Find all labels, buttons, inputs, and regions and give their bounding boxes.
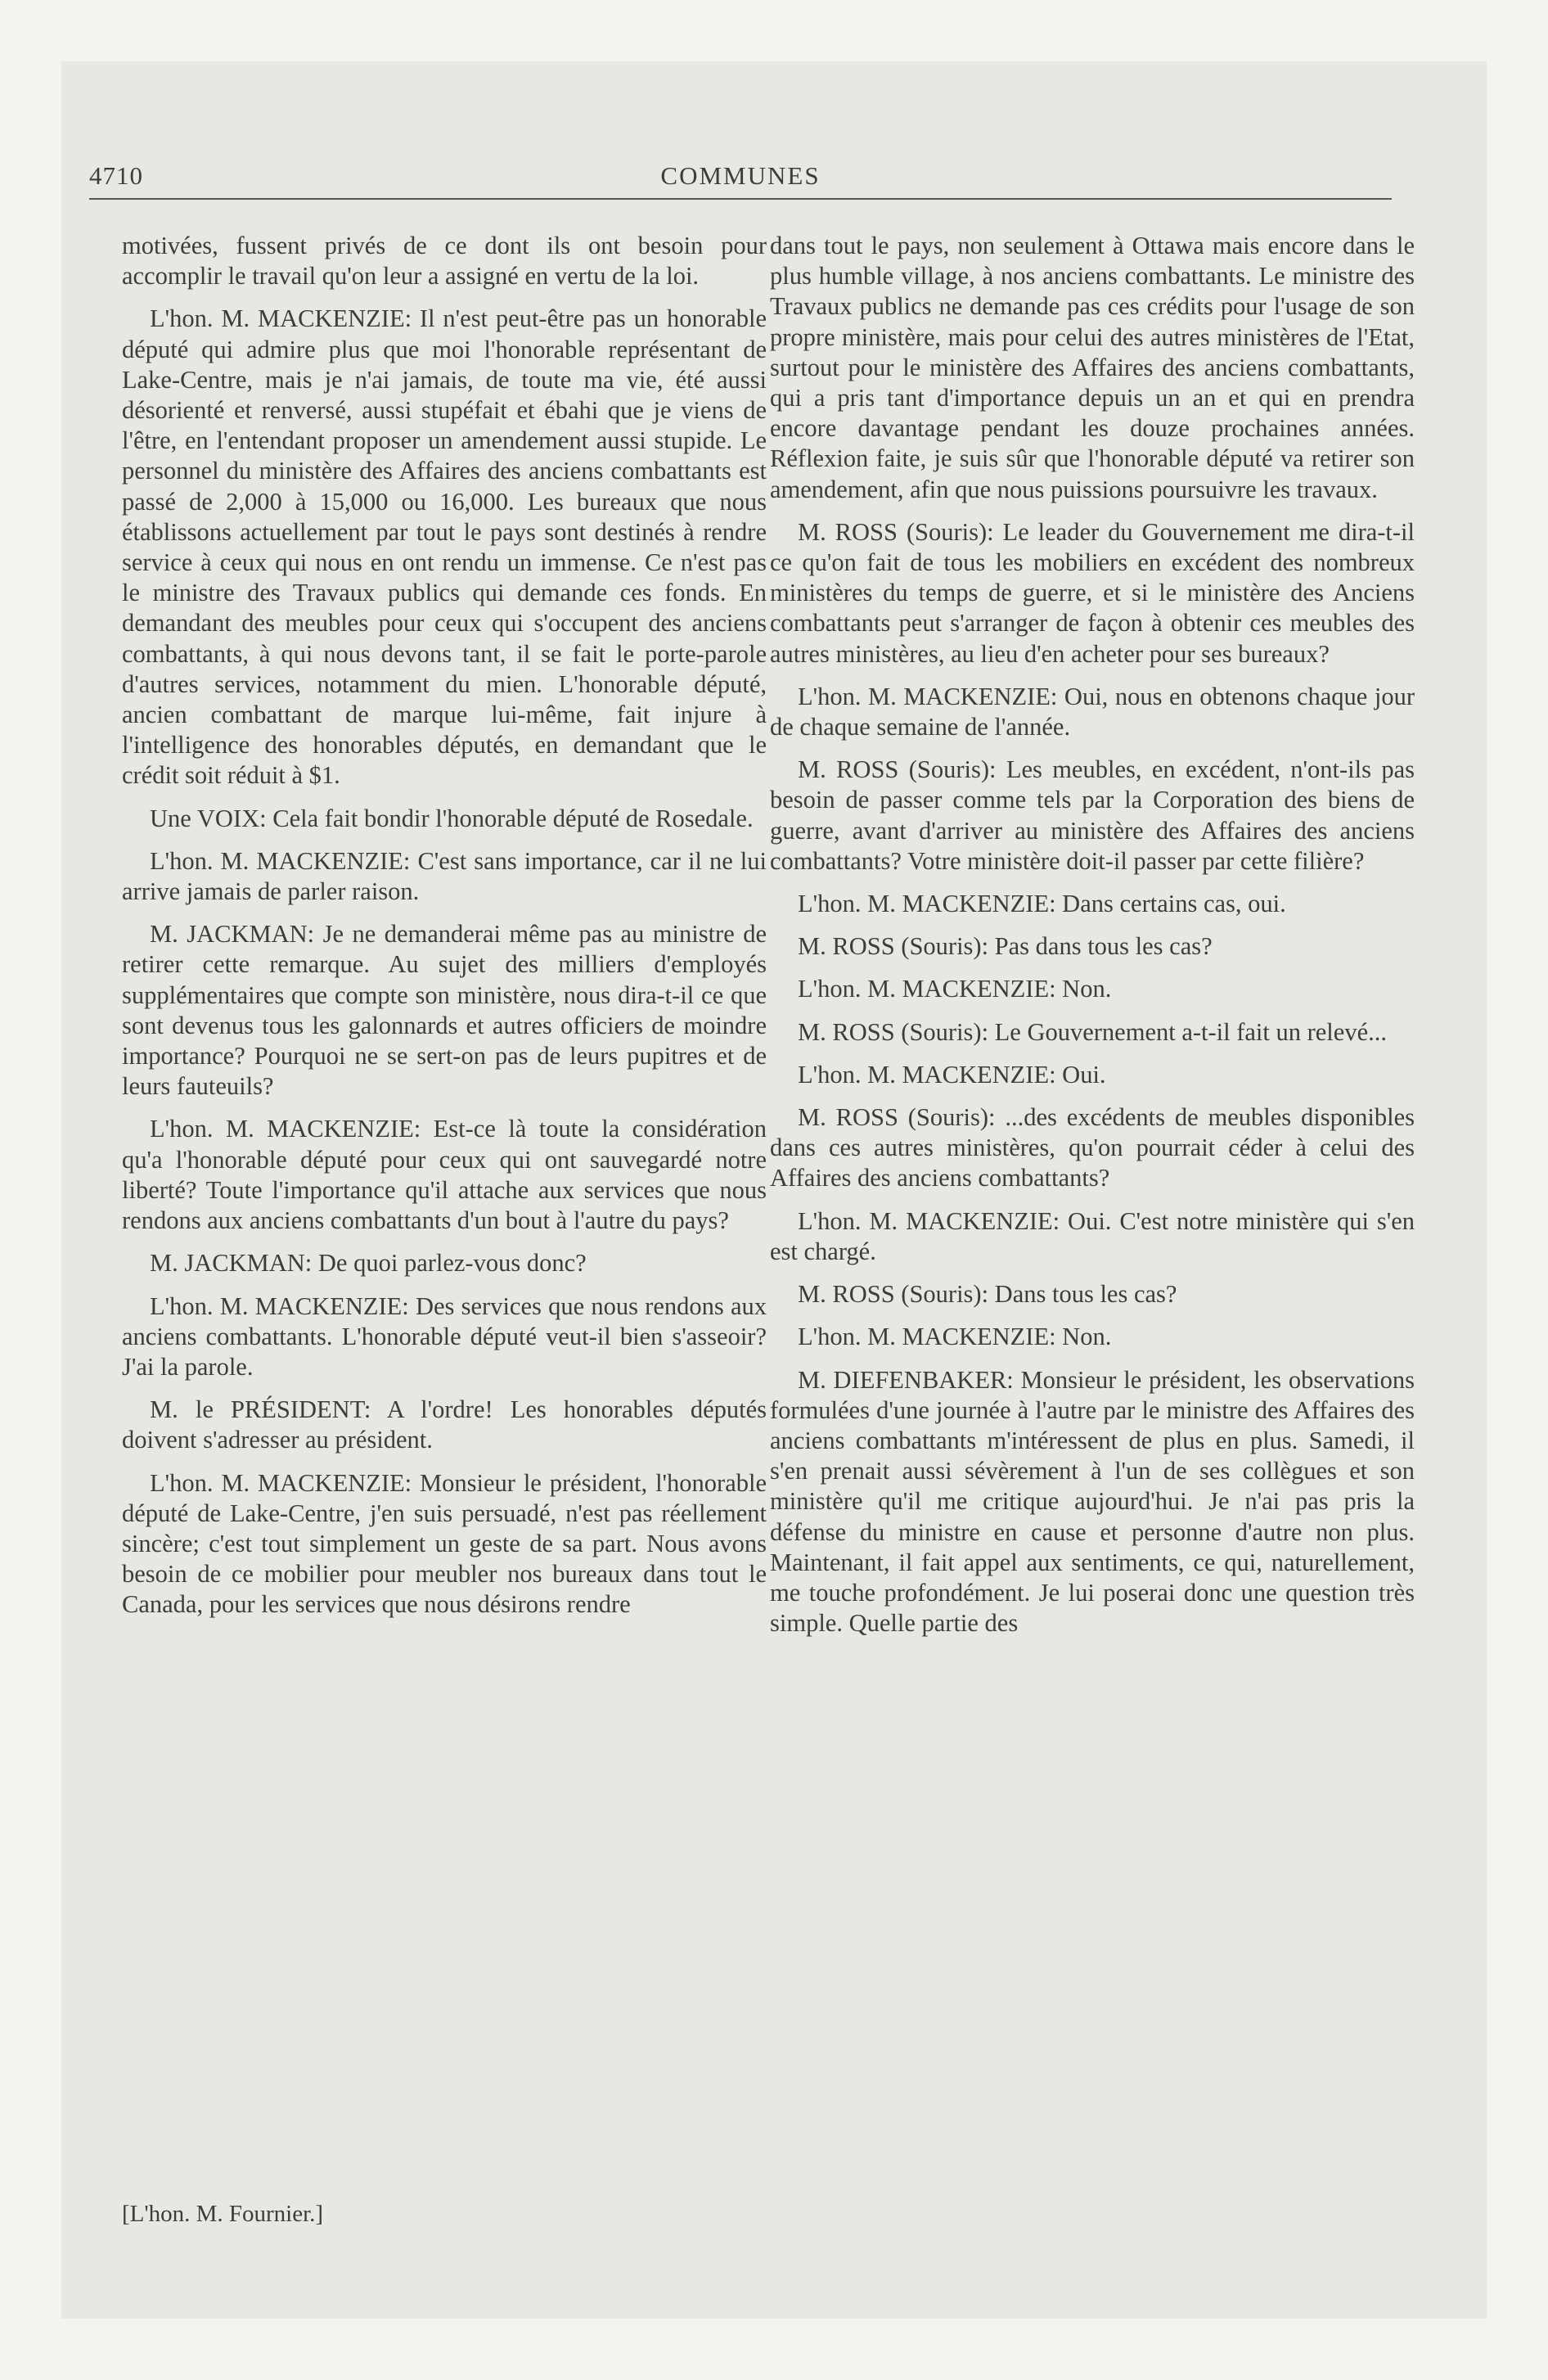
paragraph: M. ROSS (Souris): Les meubles, en excédent, n'ont-ils pas besoin de passer comme tels par la Corporation des biens de guerre, avant d'arriver au ministère des Affaires des anciens combattants? Votre ministère doit-il passer par cette filière? [770, 755, 1415, 875]
paragraph: L'hon. M. MACKENZIE: Des services que nous rendons aux anciens combattants. L'honorable député veut-il bien s'asseoir? J'ai la parole. [122, 1291, 767, 1381]
paragraph: M. ROSS (Souris): Dans tous les cas? [798, 1280, 1177, 1309]
paragraph: L'hon. M. MACKENZIE: Est-ce là toute la considération qu'a l'honorable député pour ceux qui ont sauvegardé notre liberté? Toute l'importance qu'il attache aux services que nous rendons aux anciens combattants d'un bout à l'autre du pays? [122, 1115, 767, 1235]
paragraph: M. ROSS (Souris): Le leader du Gouvernement me dira-t-il ce qu'on fait de tous les mobiliers en excédent des nombreux ministères du temps de guerre, et si le ministère des Anciens combattants peut s'arranger de façon à obtenir ces meubles des autres ministères, au lieu d'en acheter pour ses bureaux? [770, 517, 1415, 668]
speaker-footnote: [L'hon. M. Fournier.] [122, 2201, 324, 2227]
paragraph: L'hon. M. MACKENZIE: Monsieur le président, l'honorable député de Lake-Centre, j'en suis persuadé, n'est pas réellement sincère; c'est tout simplement un geste de sa part. Nous avons besoin de ce mobilier pour meubler nos bureaux dans tout le Canada, pour les services que nous désirons rendre [122, 1468, 767, 1619]
running-head [89, 161, 1392, 194]
paragraph: M. JACKMAN: Je ne demanderai même pas au ministre de retirer cette remarque. Au sujet des milliers d'employés supplémentaires que compte son ministère, nous dira-t-il ce que sont devenus tous les galonnards et autres officiers de moindre importance? Pourquoi ne se sert-on pas de leurs pupitres et de leurs fauteuils? [122, 920, 767, 1101]
paragraph: dans tout le pays, non seulement à Ottawa mais encore dans le plus humble village, à nos anciens combattants. Le ministre des Travaux publics ne demande pas ces crédits pour l'usage de son propre ministère, mais pour celui des autres ministères de l'Etat, surtout pour le ministère des Affaires des anciens combattants, qui a pris tant d'importance depuis un an et qui en prendra encore davantage pendant les douze prochaines années. Réflexion faite, je suis sûr que l'honorable député va retirer son amendement, afin que nous puissions poursuivre les travaux. [770, 232, 1415, 503]
paragraph: L'hon. M. MACKENZIE: Oui. [798, 1060, 1106, 1089]
paragraph: M. DIEFENBAKER: Monsieur le président, les observations formulées d'une journée à l'autre par le ministre des Affaires des anciens combattants m'intéressent de plus en plus. Samedi, il s'en prenait aussi sévèrement à l'un de ses collègues et son ministère qu'il me critique aujourd'hui. Je n'ai pas pris la défense du ministre en cause et personne d'autre non plus. Maintenant, il fait appel aux sentiments, ce qui, naturellement, me touche profondément. Je lui poserai donc une question très simple. Quelle partie des [770, 1365, 1415, 1638]
paragraph: L'hon. M. MACKENZIE: Oui, nous en obtenons chaque jour de chaque semaine de l'année. [770, 682, 1415, 741]
paragraph: L'hon. M. MACKENZIE: Non. [798, 1323, 1112, 1351]
paragraph: L'hon. M. MACKENZIE: Non. [798, 975, 1112, 1003]
page-number: 4710 [89, 161, 143, 190]
paragraph: L'hon. M. MACKENZIE: Oui. C'est notre ministère qui s'en est chargé. [770, 1206, 1415, 1265]
left-column [122, 231, 767, 1633]
header-rule [89, 198, 1392, 200]
section-title: COMMUNES [660, 161, 821, 190]
right-column [770, 231, 1415, 1651]
paragraph: M. le PRÉSIDENT: A l'ordre! Les honorables députés doivent s'adresser au président. [122, 1395, 767, 1454]
paragraph: M. ROSS (Souris): Pas dans tous les cas? [798, 932, 1213, 961]
paragraph: L'hon. M. MACKENZIE: Dans certains cas, oui. [798, 890, 1286, 918]
paragraph: L'hon. M. MACKENZIE: C'est sans importance, car il ne lui arrive jamais de parler raison. [122, 846, 767, 906]
paragraph: Une VOIX: Cela fait bondir l'honorable député de Rosedale. [150, 804, 754, 832]
paragraph: motivées, fussent privés de ce dont ils ont besoin pour accomplir le travail qu'on leur a assigné en vertu de la loi. [122, 232, 767, 291]
paragraph: L'hon. M. MACKENZIE: Il n'est peut-être pas un honorable député qui admire plus que moi l'honorable représentant de Lake-Centre, mais je n'ai jamais, de toute ma vie, été aussi désorienté et renversé, aussi stupéfait et ébahi que je viens de l'être, en l'entendant proposer un amendement aussi stupide. Le personnel du ministère des Affaires des anciens combattants est passé de 2,000 à 15,000 ou 16,000. Les bureaux que nous établissons actuellement par tout le pays sont destinés à rendre service à ceux qui nous en ont rendu un immense. Ce n'est pas le ministre des Travaux publics qui demande ces fonds. En demandant des meubles pour ceux qui s'occupent des anciens combattants, à qui nous devons tant, il se fait le porte-parole d'autres services, notamment du mien. L'honorable député, ancien combattant de marque lui-même, fait injure à l'intelligence des honorables députés, en demandant que le crédit soit réduit à $1. [122, 304, 767, 790]
paragraph: M. ROSS (Souris): Le Gouvernement a-t-il fait un relevé... [798, 1017, 1387, 1046]
paragraph: M. JACKMAN: De quoi parlez-vous donc? [150, 1249, 587, 1278]
paragraph: M. ROSS (Souris): ...des excédents de meubles disponibles dans ces autres ministères, qu'on pourrait céder à celui des Affaires des anciens combattants? [770, 1103, 1415, 1192]
